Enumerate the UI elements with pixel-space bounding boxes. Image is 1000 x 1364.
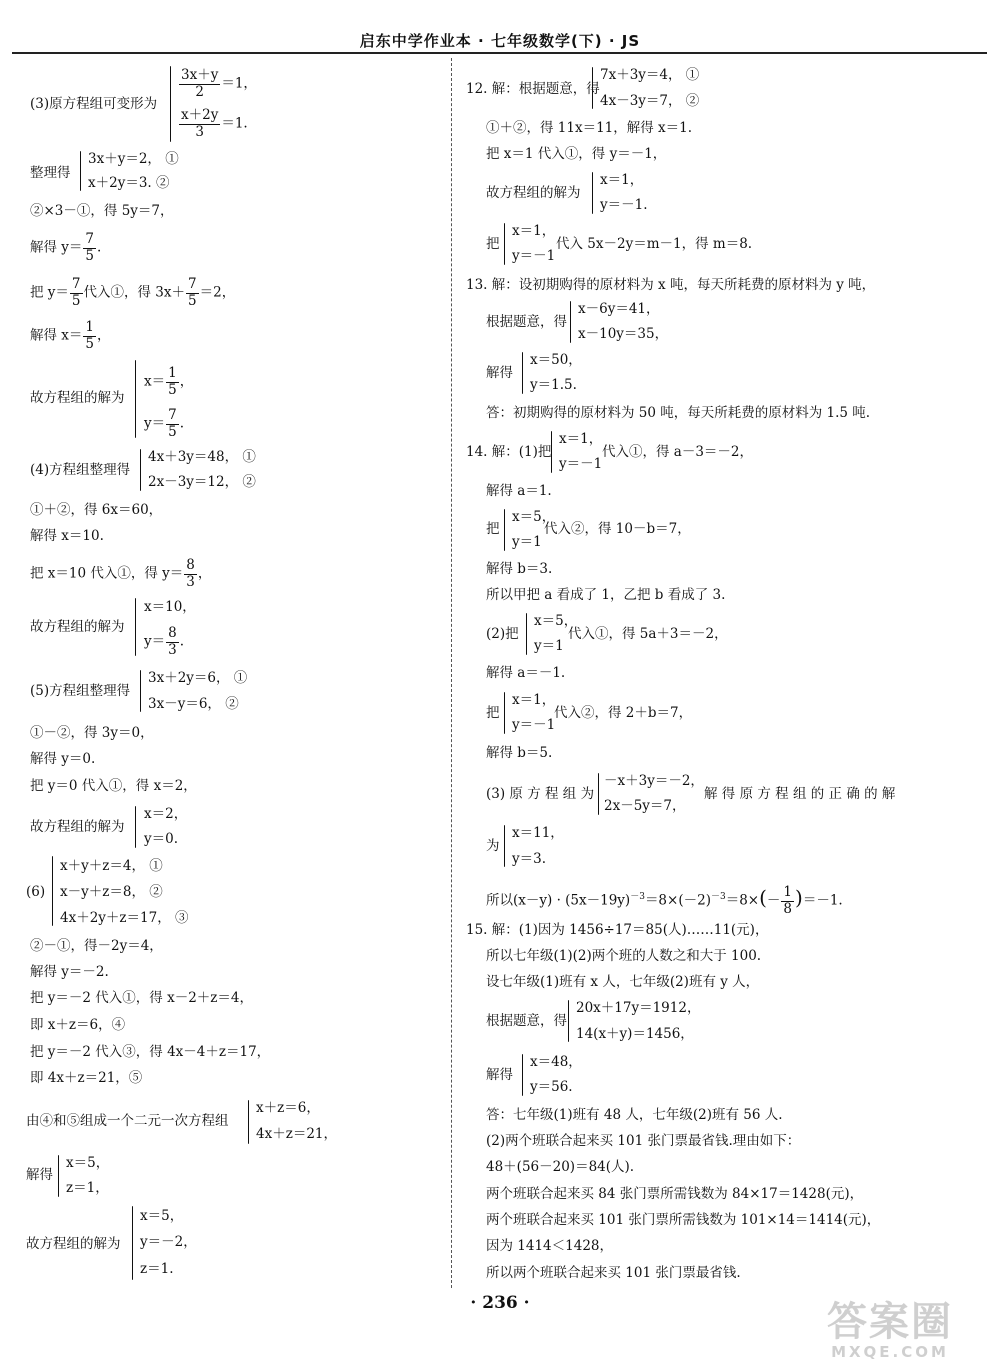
equation: y＝3. [512, 851, 547, 867]
equation-brace [504, 692, 505, 734]
text-line: 解得 [486, 365, 513, 381]
watermark-logo [790, 1300, 990, 1362]
text-line: 14. 解：(1)把 [466, 444, 552, 460]
equation: x＝ $\frac{1}{5}$ ， [144, 365, 194, 398]
equation-brace [248, 1100, 249, 1144]
equation: y＝－2， [140, 1234, 197, 1250]
text-line: 解得 a＝1. [486, 483, 552, 499]
watermark-text: 答案圈 [827, 1299, 953, 1345]
text-line: 解得 y＝ $\frac{7}{5}$ . [30, 231, 102, 264]
text-line: 解得 b＝5. [486, 745, 553, 761]
text-line: 所以七年级(1)(2)两个班的人数之和大于 100. [486, 948, 762, 964]
equation-brace [551, 431, 552, 473]
text-line: 13. 解：设初期购得的原材料为 x 吨，每天所耗费的原材料为 y 吨， [466, 277, 876, 293]
equation-brace [592, 67, 593, 109]
equation: 2x－3y＝12， ② [148, 474, 256, 490]
text-line: 把 y＝0 代入①，得 x＝2， [30, 778, 197, 794]
text-line: 两个班联合起来买 101 张门票所需钱数为 101×14＝1414(元)， [486, 1212, 881, 1228]
text-line: 解得 a＝－1. [486, 665, 566, 681]
text-line: 解得 x＝ $\frac{1}{5}$ ， [30, 319, 111, 352]
column-divider [451, 58, 452, 1288]
text-line: 由④和⑤组成一个二元一次方程组 [26, 1113, 229, 1129]
text-line: 把 y＝－2 代入①，得 x－2＋z＝4， [30, 990, 253, 1006]
equation: y＝ $\frac{8}{3}$ . [144, 625, 185, 658]
equation-brace [522, 352, 523, 394]
text-line: 代入①，得 5a＋3＝－2， [568, 626, 728, 642]
equation: z＝1， [66, 1180, 109, 1196]
text-line: 12. 解：根据题意，得 [466, 81, 600, 97]
equation: x＝5， [66, 1155, 110, 1171]
equation: z＝1. [140, 1261, 174, 1277]
text-line: 解得 x＝10. [30, 528, 104, 544]
equation: x＋y＋z＝4， ① [60, 858, 163, 874]
text-line: ①＋②，得 11x＝11，解得 x＝1. [486, 120, 693, 136]
equation: 3x＋2y＝6， ① [148, 670, 248, 686]
text-line: 所以甲把 a 看成了 1，乙把 b 看成了 3. [486, 587, 726, 603]
text-line: 解得 b＝3. [486, 561, 553, 577]
equation-brace [135, 806, 136, 848]
equation-brace [592, 172, 593, 214]
text-line: 所以两个班联合起来买 101 张门票最省钱. [486, 1265, 741, 1281]
text-line: 15. 解：(1)因为 1456÷17＝85(人)……11(元)， [466, 922, 769, 938]
equation-brace [598, 773, 599, 815]
equation: 4x－3y＝7， ② [600, 93, 700, 109]
equation-brace [135, 598, 136, 656]
equation-brace [504, 509, 505, 551]
text-line: 解得 [26, 1167, 53, 1183]
text-line: 即 4x＋z＝21，⑤ [30, 1070, 143, 1086]
equation: 2x－5y＝7， [604, 798, 686, 814]
equation: x＝5， [512, 509, 556, 525]
equation: x＝1， [512, 223, 556, 239]
text-line: 把 y＝ $\frac{7}{5}$ 代入①，得 3x＋ $\frac{7}{5}$ ＝2， [30, 276, 236, 309]
equation-brace [170, 66, 171, 142]
text-line: (2)把 [486, 626, 519, 642]
page-header: 启东中学作业本 · 七年级数学(下) · JS [359, 32, 641, 50]
equation: y＝－1. [600, 197, 648, 213]
text-line: 代入 5x－2y＝m－1，得 m＝8. [556, 236, 753, 252]
text-line: 把 [486, 705, 500, 721]
text-line: 即 x＋z＝6，④ [30, 1017, 126, 1033]
text-line: ②－①，得－2y＝4， [30, 938, 163, 954]
equation: x＋z＝6， [256, 1100, 320, 1116]
text-line: (5)方程组整理得 [30, 683, 131, 699]
equation: 4x＋z＝21， [256, 1126, 337, 1142]
text-line: 两个班联合起来买 84 张门票所需钱数为 84×17＝1428(元)， [486, 1186, 864, 1202]
equation: y＝ $\frac{7}{5}$ . [144, 407, 185, 440]
equation: x＝5， [140, 1208, 184, 1224]
text-line: ①－②，得 3y＝0， [30, 725, 154, 741]
equation: x＝1， [600, 172, 644, 188]
text-line: 整理得 [30, 165, 71, 181]
text-line: 故方程组的解为 [486, 185, 581, 201]
text-line: 代入②，得 2＋b＝7， [554, 705, 693, 721]
text-line: 根据题意，得 [486, 314, 567, 330]
text-line: (3)原方程组可变形为 [30, 96, 158, 112]
header-rule [12, 52, 987, 54]
equation: 4x＋3y＝48， ① [148, 449, 256, 465]
text-line: 故方程组的解为 [30, 619, 125, 635]
text-line: 故方程组的解为 [26, 1236, 121, 1252]
equation-brace [504, 825, 505, 867]
equation: x＝2， [144, 806, 188, 822]
equation: y＝－1 [559, 456, 603, 472]
text-line: 答：七年级(1)班有 48 人，七年级(2)班有 56 人. [486, 1107, 783, 1123]
text-line: 答：初期购得的原材料为 50 吨，每天所耗费的原材料为 1.5 吨. [486, 405, 871, 421]
equation-brace [140, 670, 141, 712]
equation: x＝1， [512, 692, 556, 708]
equation: x－6y＝41， [578, 301, 660, 317]
equation: x＝48， [530, 1054, 582, 1070]
text-line: (3) 原 方 程 组 为 [486, 786, 595, 802]
equation-brace [58, 1155, 59, 1197]
text-line: 根据题意，得 [486, 1013, 567, 1029]
text-line: (4)方程组整理得 [30, 462, 131, 478]
text-line: (6) [26, 884, 46, 900]
watermark-domain: MXQE.COM [831, 1343, 949, 1361]
equation: 3x－y＝6， ② [148, 696, 239, 712]
equation: 4x＋2y＋z＝17， ③ [60, 910, 189, 926]
text-line: 把 x＝10 代入①，得 y＝ $\frac{8}{3}$ ， [30, 557, 212, 590]
equation: y＝0. [144, 831, 179, 847]
equation: y＝－1 [512, 248, 556, 264]
equation: y＝1 [534, 638, 564, 654]
equation: x＝50， [530, 352, 582, 368]
equation: y＝1 [512, 534, 542, 550]
equation-brace [504, 223, 505, 265]
text-line: ①＋②，得 6x＝60， [30, 502, 163, 518]
equation-brace [570, 301, 571, 343]
text-line: 把 y＝－2 代入③，得 4x－4＋z＝17， [30, 1044, 271, 1060]
equation: 20x＋17y＝1912， [576, 1000, 701, 1016]
text-line: 所以$(x-y) \cdot (5x-19y)^{-3}=8\times(-2)^{-3}=8\times(-$ $\frac{1}{8}$ )＝－1. [486, 884, 843, 917]
equation: $\frac{x+2y}{3}$ ＝1. [181, 107, 248, 140]
equation: x＝1， [559, 431, 603, 447]
text-line: 把 [486, 236, 500, 252]
text-line: 解得 y＝－2. [30, 964, 109, 980]
text-line: 故方程组的解为 [30, 390, 125, 406]
equation: －x＋3y＝－2， [604, 773, 704, 789]
equation: x－y＋z＝8， ② [60, 884, 163, 900]
equation-brace [140, 449, 141, 491]
text-line: 代入①，得 a－3＝－2， [602, 444, 754, 460]
equation-brace [568, 1000, 569, 1042]
equation-brace [52, 856, 53, 926]
text-line: ②×3－①，得 5y＝7， [30, 203, 174, 219]
text-line: 设七年级(1)班有 x 人，七年级(2)班有 y 人， [486, 974, 760, 990]
equation: 7x＋3y＝4， ① [600, 67, 700, 83]
text-line: 代入②，得 10－b＝7， [544, 521, 691, 537]
equation-brace [132, 1206, 133, 1280]
text-line: 为 [486, 838, 500, 854]
text-line: 解得 [486, 1067, 513, 1083]
equation-brace [522, 1054, 523, 1096]
equation: y＝1.5. [530, 377, 577, 393]
text-line: 把 [486, 521, 500, 537]
text-line: 故方程组的解为 [30, 819, 125, 835]
text-line: 解 得 原 方 程 组 的 正 确 的 解 [704, 786, 896, 802]
equation: 14(x＋y)＝1456， [576, 1026, 694, 1042]
equation: x－10y＝35， [578, 326, 669, 342]
equation: x＝10， [144, 599, 196, 615]
equation-brace [526, 613, 527, 655]
equation: $\frac{3x+y}{2}$ ＝1， [181, 67, 257, 100]
page-number: · 236 · [470, 1293, 530, 1313]
equation-brace [80, 151, 81, 191]
equation: x＋2y＝3. ② [88, 175, 170, 191]
text-line: 把 x＝1 代入①，得 y＝－1， [486, 146, 667, 162]
equation: y＝－1 [512, 717, 556, 733]
text-line: 解得 y＝0. [30, 751, 96, 767]
equation-brace [135, 360, 136, 438]
text-line: 48＋(56－20)＝84(人). [486, 1159, 635, 1175]
equation: x＝5， [534, 613, 578, 629]
equation: y＝56. [530, 1079, 573, 1095]
text-line: 因为 1414＜1428， [486, 1238, 614, 1254]
equation: 3x＋y＝2， ① [88, 151, 179, 167]
equation: x＝11， [512, 825, 564, 841]
text-line: (2)两个班联合起来买 101 张门票最省钱.理由如下： [486, 1133, 801, 1149]
